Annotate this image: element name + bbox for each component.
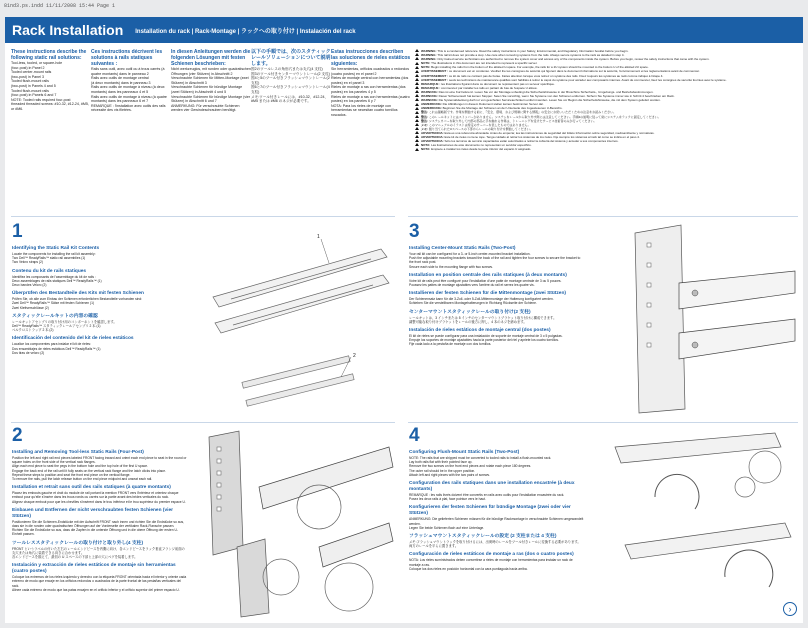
step-line: 調整可能な取り付けブラケットをレールの後方に押し、4 本のネジを締めます。: [409, 319, 527, 324]
step-number: 3: [409, 221, 420, 242]
warning-triangle-icon: [415, 82, 419, 85]
step-heading: センターマウントスタティックレールの取り付け(2 支柱): [409, 309, 531, 315]
step-heading: Konfigurieren der festen Schienen für bündige Montage (zwei oder vier Stützen): [409, 505, 571, 517]
intro-line: Tooled center-mount rails: [11, 70, 52, 75]
intro-line: Rails avec outils de montage à niveau (à deux montants) dans les panneaux 4 et 5: [91, 85, 165, 94]
step-line: Dell™ ReadyRails™ スタティックレールアセンブリ 2 本 (1): [12, 324, 101, 329]
intro-line: Rails sans outil, avec outil ou à trous carrés (à quatre montants) dans le panneau 2: [91, 67, 165, 76]
step-line: Richten Sie die Endstücke so aus, dass die Zapfen in die unterste Öffnung und in die obere Öffnung der ersten U-Einheit passen.: [12, 528, 178, 537]
step-heading: Configuración de rieles estáticos de montaje a ras (dos o cuatro postes): [409, 552, 574, 558]
document-subtitle: Installation du rack | Rack-Montage | ラックへの取り付け | Instalación del rack: [135, 28, 356, 35]
step-line: Schieben Sie die verstellbaren Montagehalterungen in Richtung Rückseite der Schiene.: [409, 301, 537, 306]
step-heading: フラッシュマウントスタティックレールの設定 (2 支柱または 4 支柱): [409, 534, 557, 540]
callout-rails: 1: [317, 234, 320, 240]
intro-line: (four-post) in Panel 2: [11, 65, 45, 70]
step-line: Positionieren Sie die Schienen-Endstücke mit der Aufschrift FRONT nach innen und richten Sie die Endstücke so aus, dass sie in die runden oder quadratischen Öffnungen auf der Vorderseite der vertikalen Rack-Flansche passen.: [12, 519, 185, 529]
step-line: Prüfen Sie, ob alle zum Einbau der Schienen erforderlichen Bestandteile vorhanden sind:: [12, 297, 143, 302]
warning-triangle-icon: [415, 139, 419, 142]
step-line: Engage the back end of the rail until it fully seats on the vertical rack flange and the latch clicks into place.: [12, 468, 166, 473]
step-line: Legen Sie beide Schienen flach auf eine Unterlage.: [409, 525, 485, 530]
warning-triangle-icon: [415, 143, 419, 146]
step-line: El kit de rieles se puede configurar para una instalación de soporte de montaje central de 3 o 5 pulgadas.: [409, 334, 563, 339]
step-heading: Identificación del contenido del kit de rieles estáticos: [12, 336, 134, 342]
step-heading: スタティックレールキットの内容の確認: [12, 313, 98, 319]
warning-text: AVERTISSEMENT : seuls les techniciens de maintenance qualifiés sont habilités à retirer le capot du système pour accéder aux composants internes. Avant de commencer, lisez les consignes de sécurité fournies avec le système.: [421, 77, 727, 82]
step-line: Alignez chaque embout pour que les chevilles s'insèrent dans le trou inférieur et le trou supérieur du premier espace U.: [12, 499, 186, 504]
intro-line: Rieles de montaje central con herramientas (dos postes) en el panel 3: [331, 76, 409, 85]
print-slug: 81nd3.ps.indd 11/11/2008 15:44 Page 1: [4, 3, 116, 9]
intro-title: Ces instructions décrivent les solutions à rails statiques suivantes :: [91, 49, 163, 67]
step-line: 各エンドピースを揃えて、最初の U スペースの下部と上部の穴にペグを装着します。: [12, 555, 138, 560]
step-heading: Configuring Flush-Mount Static Rails (Two-Post): [409, 450, 520, 455]
warning-triangle-icon: [415, 70, 419, 73]
step-heading: Einbauen und Entfernen der nicht verschraubten festen Schienen (vier Stützen): [12, 507, 173, 519]
step-line: ANMERKUNG: Die gelieferten Schienen müssen für die bündige Rackmontage in verschraubte Schienen umgewandelt werden.: [409, 517, 584, 526]
intro-line: (à deux montants) dans le panneau 3: [91, 80, 151, 85]
step-heading: Installing Center-Mount Static Rails (Two-Post): [409, 246, 516, 251]
step-line: Repeat these steps to position and seat the front end piece on the vertical flange.: [12, 472, 131, 477]
warning-triangle-icon: [415, 103, 419, 106]
step-line: Coloque los dos rieles en posición horizontal con la cara puntiaguda hacia arriba.: [409, 566, 528, 571]
step-line: メモ:フラッシュマウントラックを取り付けるには、出荷時のレールをツール付きレールに変換する必要があります。: [409, 540, 581, 545]
step-line: To remove the rails, pull the latch release button on the end piece midpoint and unseat each rail.: [12, 477, 153, 482]
intro-line: REMARQUE : l'installation avec outils des rails nécessite des vis filetées.: [91, 103, 166, 113]
intro-line: メモ:ツール付きレールには、#10-32、#12-24、#M5 または #M6 のネジが必要です。: [251, 94, 329, 104]
intro-line: Tool-less, tooled, or square-hole: [11, 61, 63, 65]
center-mount-figure: [595, 223, 799, 415]
intro-line: (four-post) in Panels 6 and 7: [11, 93, 57, 98]
warning-text: ANMERKUNG: Beginnen Sie die Montage der Schienen an der Unterseite des zugewiesenen U-Bereichs.: [421, 106, 563, 111]
warning-text: ADVERTENCIA: Sólo los técnicos de servicio capacitados están autorizados a retirar la cubierta del sistema y acceder a sus componentes internos.: [421, 139, 619, 144]
intro-line: Verschraubte Schienen für Mitten-Montage (zwei Stützen) in Abschnitt 3: [171, 76, 249, 85]
next-page-arrow-icon[interactable]: ›: [783, 602, 797, 616]
warning-text: WARNING: This is a condensed reference. Read the safety instructions in your Safety, Environmental, and Regulatory Information booklet before you begin.: [421, 49, 629, 53]
divider: [408, 216, 798, 217]
warning-triangle-icon: [415, 107, 419, 110]
step-line: Two Velcro straps (2): [12, 260, 43, 265]
velcro-straps: [242, 356, 354, 406]
step-heading: Installation en position centrale des rails statiques (à deux montants): [409, 272, 567, 278]
callout-straps: 2: [353, 353, 356, 359]
step-line: Poussez les pattes de montage ajustables vers l'arrière du rail et serrez les quatre vis.: [409, 283, 535, 288]
intro-line: 図2のツールレスの角形穴または丸穴(4 支柱): [251, 67, 323, 71]
warning-triangle-icon: [415, 119, 419, 122]
step-4-text: [409, 446, 584, 618]
warning-triangle-icon: [415, 131, 419, 134]
warning-triangle-icon: [415, 53, 419, 56]
step-heading: Identifying the Static Rail Kit Contents: [12, 246, 100, 251]
step-number: 1: [12, 221, 23, 242]
warning-triangle-icon: [415, 94, 419, 97]
warning-text: NOTA: Empiece a instalar los rieles desde la parte inferior del espacio U asignado.: [421, 147, 532, 152]
step-line: NOTE: The rails that are shipped must be converted to tooled rails to install a flush-mounted rack.: [409, 456, 552, 460]
rail-assembly: [213, 249, 389, 333]
intro-line: NOTE: Tooled rails required four-post: [11, 97, 71, 102]
step-line: Align each end piece to seat the pegs in the bottom hole and the top hole of the first U space.: [12, 464, 148, 469]
rail-kit-figure: [201, 227, 397, 415]
warning-text: WARNING: Only trained service technicians are authorized to remove the system cover and access any of the components inside the system. Before you begin, review the safety instructions that came with the system.: [421, 57, 710, 62]
warning-text: NOTE: The illustrations in this document are not intended to represent a specific server.: [421, 61, 538, 66]
step-line: Locate the components for installing the rail kit assembly:: [12, 252, 96, 256]
step-line: Deux assemblages de rails statiques Dell™ ReadyRails™ (1): [12, 278, 102, 283]
intro-line: Rieles de montaje a ras con herramientas (dos postes) en los paneles 4 y 5: [331, 85, 406, 94]
warning-text: WARNUNG: Dieser Schienensatz hat keinen Stopper. Seien Sie vorsichtig, wenn Sie Systeme von den Schienen entfernen. Sichern Sie Systeme immer wie in Schritt 4 beschrieben am Rack.: [421, 94, 675, 99]
intro-line: NOTA: Para los rieles de montaje con herramientas se necesitan cuatro tornillos roscados.: [331, 103, 398, 117]
tool-less-install-figure: [199, 427, 399, 619]
step-line: Posez les deux rails à plat, face pointue vers le haut.: [409, 497, 486, 502]
warning-line: [415, 147, 799, 151]
step-number: 2: [12, 425, 23, 446]
warning-text: メモ: このマニュアルのイラストは特定のサーバーを表したものではありません。: [421, 122, 531, 127]
warning-text: WARNING: This rail kit does not provide a stop. Use care when removing systems from the rails. Always secure systems to the rack as detailed in step 4.: [421, 53, 625, 58]
intro-title: 以下の手順では、次のスタティックレールソリューションについて説明します。: [251, 49, 331, 67]
warning-text: WARNUNG: Dies ist eine Kurzreferenz. Lesen Sie vor der Montage unbedingt die Sicherheitshinweise in der Broschüre Sicherheits-, Umgebungs- und Betriebsbestimmungen.: [421, 89, 654, 94]
flush-mount-figure: [595, 427, 799, 617]
step-line: Coloque los extremos de los rieles izquierdo y derecho con la etiqueta FRONT orientada hacia el interior y oriente cada extremo de modo que encaje en los orificios redondos o cuadrados de la parte frontal de las pestañas verticales del rack.: [12, 575, 187, 588]
flush-rail: [615, 433, 791, 559]
intro-line: (two-post) in Panels 4 and 5: [11, 83, 56, 88]
step-heading: Instalación de rieles estáticos de montaje central (dos postes): [409, 328, 551, 334]
step-line: Zwei Dell™ ReadyRails™ Sätze mit festen Schienen (1): [12, 301, 95, 306]
step-heading: ツールレススタティックレールの取り付けと取り外し(4 支柱): [12, 540, 144, 546]
document-sheet: [5, 17, 803, 623]
step-line: Position the left and right rail end pieces labeled FRONT facing inward and orient each end piece to seat in the round or square holes on the front side of the vertical rack flanges.: [12, 456, 187, 465]
intro-line: 図4と5のツール付きフラッシュマウントレール(2 支柱): [251, 76, 330, 85]
step-line: Lay both rails flat with their pointed face up.: [409, 460, 473, 465]
step-line: Push the adjustable mounting brackets toward the back of the rail and tighten the four screws to secure the bracket to the front rack post.: [409, 256, 581, 265]
warning-text: AVERTISSEMENT : ce document est un condensé. Veuillez lire les consignes de sécurité qui figurent dans le document Informations sur la sécurité, l'environnement et les réglementations avant de commencer.: [421, 69, 700, 74]
warning-text: REMARQUE : les illustrations figurant dans ce document ne représentent pas un serveur spécifique.: [421, 81, 555, 86]
step-line: 両方のレールを平らに置きます。: [409, 544, 459, 549]
intro-line: Verschraubte Schienen für bündige Montage (vier Stützen) in Abschnitt 6 und 7: [171, 94, 251, 104]
step-line: Zwei Klettverschlüsse (2): [12, 305, 49, 310]
step-line: Secure each side to the mounting flange with two screws.: [409, 264, 493, 269]
step-line: Two Dell™ ReadyRails™ static rail assemblies (1): [12, 256, 86, 261]
step-line: ベルクロストラップ 2 本 (2): [12, 328, 54, 333]
step-line: Der Schienensatz kann für die 3-Zoll- oder 5-Zoll-Mittenmontage der Halterung konfiguriert werden.: [409, 297, 554, 302]
step-heading: Installation et retrait sans outil des rails statiques (à quatre montants): [12, 485, 171, 491]
intro-line: Rails avec outils de montage central: [91, 76, 149, 81]
intro-line: Rails avec outils de montage à niveau (à quatre montants) dans les panneaux 6 et 7: [91, 94, 167, 104]
warning-triangle-icon: [415, 78, 419, 81]
intro-column: [251, 49, 331, 104]
warning-text: ADVERTENCIA: Esta es una referencia abreviada. Antes de empezar, lea las instrucciones de seguridad del folleto Información sobre seguridad, medioambiente y normativas.: [421, 130, 655, 135]
step-line: REMARQUE : les rails livrés doivent être convertis en rails avec outils pour l'installation encastrée du rack.: [409, 493, 565, 498]
step-heading: Installieren der festen Schienen für die Mittenmontage (zwei Stützen): [409, 291, 566, 297]
warning-text: NOTE: Begin installing the rails from the bottom of the allotted U-space. For example, the rails for a 2U system should be mounted to the bottom U of the allotted 2U space.: [421, 65, 649, 70]
intro-line: Tooled flush-mount rails: [11, 88, 49, 93]
title-banner: [5, 17, 803, 43]
warning-triangle-icon: [415, 57, 419, 60]
warning-triangle-icon: [415, 66, 419, 69]
step-heading: Contenu du kit de rails statiques: [12, 268, 87, 274]
step-line: Remove the two screws on the front end pieces and rotate each piece 180 degrees.: [409, 464, 532, 469]
warning-text: AVERTISSEMENT : ce kit de rails ne contient pas de butée. Faites attention lorsque vous retirez un système des rails. Fixez toujours les systèmes au rack comme indiqué à l'étape 4.: [421, 73, 664, 78]
warning-text: ADVERTENCIA: Este kit de rieles no tiene tope. Tenga cuidado al retirar los sistemas de los rieles. Fije siempre los sistemas al rack tal como se indica en el paso 4.: [421, 134, 640, 139]
divider: [408, 422, 798, 423]
warning-triangle-icon: [415, 123, 419, 126]
warnings-block: [415, 49, 799, 236]
warning-text: メモ: 割り当てられたUスペースの下部からレールの取り付けを開始してください。: [421, 126, 533, 131]
divider: [11, 422, 395, 423]
warning-triangle-icon: [415, 90, 419, 93]
step-heading: Instalación y extracción de rieles estáticos de montaje sin herramientas (cuatro postes): [12, 563, 176, 575]
step-line: Dos ensamblajes de rieles estáticos Dell™ ReadyRails™ (1): [12, 346, 101, 351]
intro-line: Nicht werkzeuglos, mit runden oder quadratischen Öffnungen (vier Stützen) in Abschnitt 2: [171, 67, 251, 76]
step-3-text: [409, 242, 584, 412]
step-line: Alinee cada extremo de modo que las patas encajen en el orificio inferior y el orificio superior del primer espacio U.: [12, 587, 180, 592]
intro-title: These instructions describe the following static rail solutions:: [11, 49, 87, 61]
step-line: Your rail kit can be configured for a 3- or 5-inch center-mounted bracket installation.: [409, 252, 531, 256]
step-2-text: [12, 446, 187, 618]
step-line: レールキットは、3 インチまたは 5 インチのセンターマウントブラケット取り付けに構成できます。: [409, 315, 557, 320]
warning-triangle-icon: [415, 115, 419, 118]
warning-triangle-icon: [415, 98, 419, 101]
intro-title: Estas instrucciones describen las soluciones de rieles estáticos siguientes:: [331, 49, 411, 67]
step-line: Attach left and right pieces with the two pairs of screws.: [409, 472, 490, 477]
step-line: レールキットアセンブリの取り付け用のコンポーネントを確認します。: [12, 319, 117, 324]
intro-line: Sin herramientas, orificios cuadrados o redondos (cuatro postes) en el panel 2: [331, 67, 410, 76]
step-line: The outer rail should be in the upper position.: [409, 468, 476, 473]
step-line: NOTA: Los rieles suministrados deben convertirse a rieles de montaje con herramientas para instalar un rack de montaje a ras.: [409, 558, 573, 567]
intro-line: Verschraubte Schienen für bündige Montage (zwei Stützen) in Abschnitt 4 und 5: [171, 85, 243, 94]
step-number: 4: [409, 425, 420, 446]
step-line: Votre kit de rails peut être configuré pour l'installation d'une patte de montage centrale de 3 ou 5 pouces.: [409, 278, 562, 283]
intro-line: 図3のツール付きセンターマウントレール(2 支柱): [251, 71, 330, 76]
intro-line: Rieles de montaje a ras con herramientas (cuatro postes) en los paneles 6 y 7: [331, 94, 410, 104]
rail-end-piece: [259, 447, 393, 567]
warning-triangle-icon: [415, 111, 419, 114]
step-1-text: [12, 242, 187, 412]
divider: [11, 216, 395, 217]
intro-column: [331, 49, 411, 118]
warning-text: ANMERKUNG: Die Abbildungen in diesem Dokument stellen keinen bestimmten Server dar.: [421, 102, 544, 107]
step-line: Deux bandes Velcro (2): [12, 283, 47, 288]
warning-text: WARNUNG: Die Systemabdeckung darf nur von geschulten Servicetechnikern entfernt werden. Lesen Sie vor Beginn die Sicherheitshinweise, die mit dem System geliefert wurden.: [421, 98, 661, 103]
step-line: Localice los componentes para instalar el kit de rieles:: [12, 342, 91, 347]
warning-text: 警告: システムカバーを取り外して内部の部品に手を触れる作業は、トレーニングを受けたサービス技術者のみが行ってください。: [421, 118, 597, 123]
warning-triangle-icon: [415, 135, 419, 138]
warning-text: 警告: これは簡略版です。作業を開始する前に、『安全、環境、および規制に関する情報』の安全にお使いいただくための注意をお読みください。: [421, 110, 617, 115]
warning-triangle-icon: [415, 62, 419, 65]
warning-triangle-icon: [415, 49, 419, 52]
intro-line: (two-post) in Panel 3: [11, 74, 44, 79]
step-line: FRONT というラベルの付いた左右のレールエンドピースを内側に向け、各エンドピースをラック垂直フランジ前面の丸穴または角穴に装着できる向きに合わせます。: [12, 546, 185, 555]
warning-triangle-icon: [415, 148, 419, 151]
warning-triangle-icon: [415, 74, 419, 77]
step-line: Dos tiras de velcro (2): [12, 350, 45, 355]
step-line: Identifiez les composants de l'assemblage du kit de rails :: [12, 274, 96, 279]
warning-triangle-icon: [415, 127, 419, 130]
intro-column: [171, 49, 251, 113]
mount-post: [635, 225, 685, 413]
warning-text: NOTA: Las ilustraciones de este documento no representan un servidor específico.: [421, 143, 532, 148]
warning-text: 警告: このレールキットにはストッパーがありません。システムをレールから取り外す際には注意してください。手順4の説明に従って常にシステムをラックに固定してください。: [421, 114, 661, 119]
warning-triangle-icon: [415, 86, 419, 89]
step-heading: Configuration des rails statiques dans une installation encastrée (à deux montants): [409, 481, 575, 493]
step-line: Placez les embouts gauche et droit du module de rail portant la mention FRONT vers l'intérieur et orientez chaque embout pour qu'elle s'insère dans les trous ronds ou carrés sur la partie avant des brides verticales du rack.: [12, 491, 179, 500]
intro-title: In diesen Anleitungen werden die folgenden Lösungen mit festen Schienen beschrieben:: [171, 49, 251, 67]
intro-line: threaded threaded screws: #10-32, #12-24, #M5, or #M6.: [11, 102, 89, 111]
intro-column: [11, 49, 91, 112]
step-line: Fije cada lado a la pestaña de montaje con dos tornillos.: [409, 342, 492, 347]
step-line: Empuje los soportes de montaje ajustables hacia la parte posterior del riel y apriete los cuatro tornillos.: [409, 338, 559, 343]
step-heading: Überprüfen des Bestandteile des Kits mit festen Schienen: [12, 291, 144, 297]
warning-text: REMARQUE : commencez par installer les rails en partant du bas de l'espace U alloué.: [421, 85, 538, 90]
document-title: Rack Installation: [12, 22, 124, 38]
intro-line: Tooled flush-mount rails: [11, 79, 49, 84]
step-heading: Installing and Removing Tool-less Static Rails (Four-Post): [12, 450, 144, 455]
intro-column: [91, 49, 171, 113]
intro-line: 図6と7のツール付きフラッシュマウントレール(4 支柱): [251, 85, 330, 94]
intro-line: ANMERKUNG: Für verschraubte Schienen werden vier Gewindeschrauben benötigt.: [171, 103, 240, 113]
